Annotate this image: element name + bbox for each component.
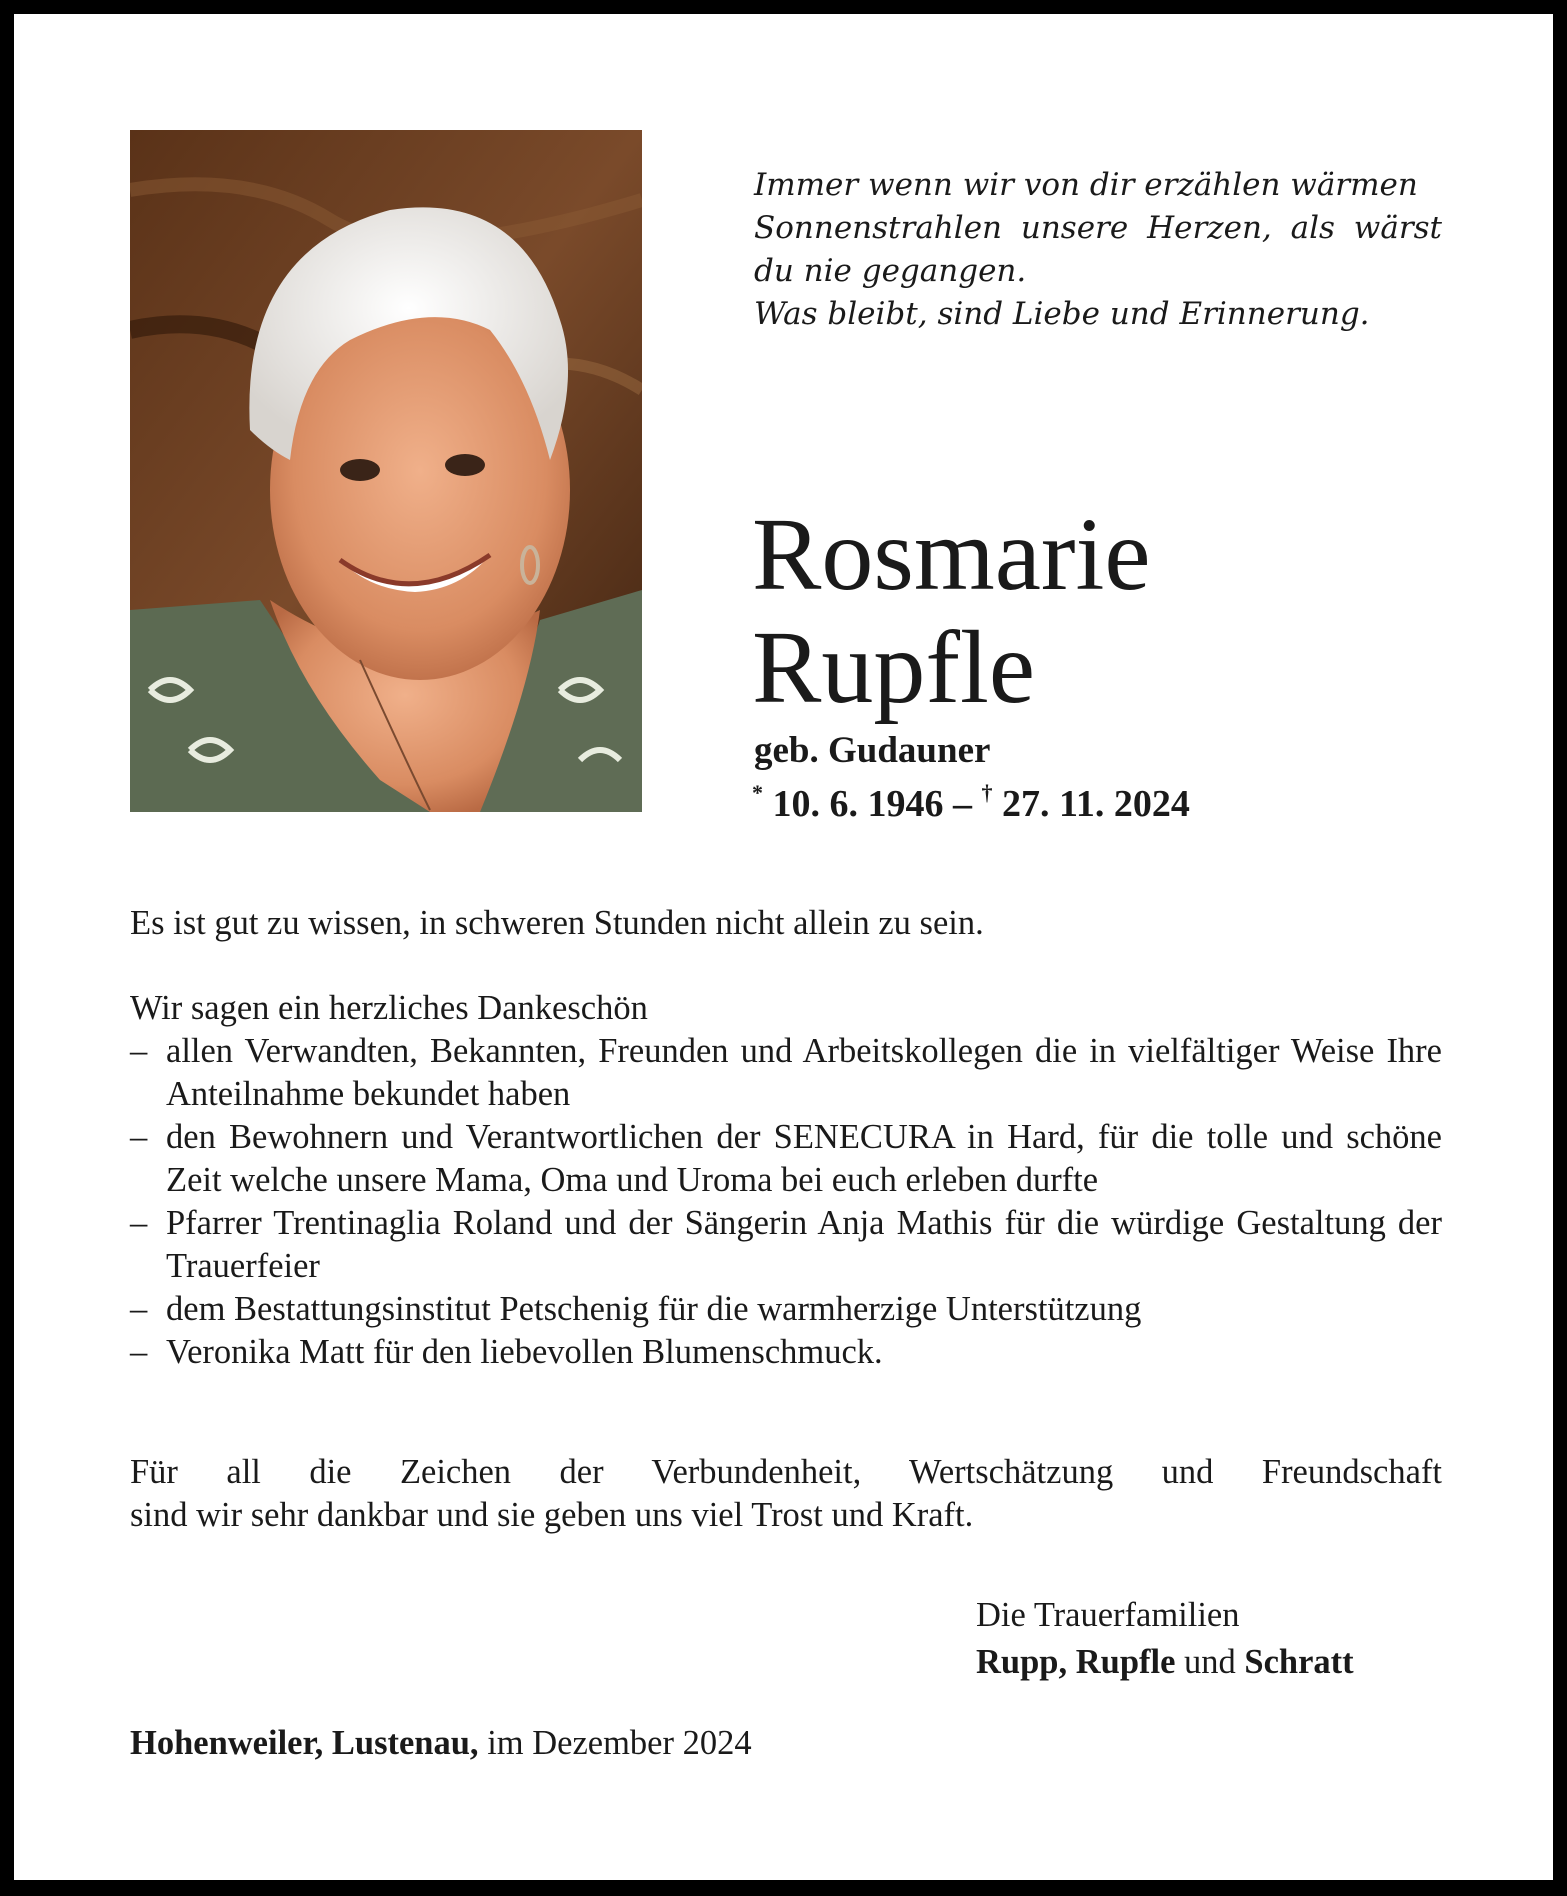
list-item	[130, 1030, 1442, 1116]
list-item-text: dem Bestattungsinstitut Petschenig für die warmherzige Unterstützung	[166, 1290, 1142, 1328]
thanks-heading: Wir sagen ein herzliches Dankeschön	[130, 989, 648, 1027]
life-dates	[752, 773, 1190, 824]
portrait-illustration	[130, 130, 642, 812]
birth-symbol: *	[752, 780, 763, 805]
closing-line: sind wir sehr dankbar und sie geben uns viel Trost und Kraft.	[130, 1496, 974, 1534]
death-date: 27. 11. 2024	[1002, 783, 1190, 825]
closing-line: Für all die Zeichen der Verbundenheit, Wertschätzung und Freundschaft	[130, 1453, 1442, 1491]
deceased-name	[752, 498, 1151, 724]
family-name-primary: Rupp, Rupfle	[976, 1643, 1176, 1681]
obituary-page	[14, 14, 1553, 1880]
verse-line: Was bleibt, sind Liebe und Erinnerung.	[754, 296, 1370, 332]
list-item	[130, 1202, 1442, 1288]
family-intro: Die Trauerfamilien	[976, 1596, 1240, 1634]
family-names	[976, 1641, 1354, 1684]
list-item	[130, 1331, 1442, 1374]
place-locations: Hohenweiler, Lustenau,	[130, 1724, 479, 1762]
list-dash: –	[130, 1118, 148, 1156]
place-date-text: im Dezember 2024	[478, 1724, 752, 1762]
list-item-text: den Bewohnern und Verantwortlichen der SENECURA in Hard, für die tolle und schöne Zeit welche unsere Mama, Oma und Uroma bei euch erleben durfte	[166, 1118, 1442, 1199]
list-item-text: allen Verwandten, Bekannten, Freunden und Arbeitskollegen die in vielfältiger Weise Ihre Anteilnahme bekundet haben	[166, 1032, 1442, 1113]
list-dash: –	[130, 1333, 148, 1371]
list-item-text: Pfarrer Trentinaglia Roland und der Sängerin Anja Mathis für die würdige Gestaltung der Trauerfeier	[166, 1204, 1442, 1285]
memorial-verse	[754, 164, 1442, 336]
list-dash: –	[130, 1032, 148, 1070]
verse-line: du nie gegangen.	[754, 253, 1027, 289]
birth-date: 10. 6. 1946	[772, 783, 944, 825]
verse-line: Immer wenn wir von dir erzählen wärmen	[754, 167, 1418, 203]
list-dash: –	[130, 1204, 148, 1242]
portrait-photo	[130, 130, 642, 812]
list-item-text: Veronika Matt für den liebevollen Blumenschmuck.	[166, 1333, 883, 1371]
list-item	[130, 1288, 1442, 1331]
verse-line: Sonnenstrahlen unsere Herzen, als wärst	[754, 210, 1442, 246]
intro-text: Es ist gut zu wissen, in schweren Stunden nicht allein zu sein.	[130, 904, 984, 942]
list-dash: –	[130, 1290, 148, 1328]
family-connector: und	[1175, 1643, 1245, 1681]
date-separator: –	[943, 783, 982, 825]
place-date	[130, 1722, 752, 1765]
thanks-list	[130, 1030, 1442, 1374]
family-name-secondary: Schratt	[1244, 1643, 1354, 1681]
death-symbol: †	[981, 780, 993, 805]
last-name: Rupfle	[752, 610, 1036, 725]
list-item	[130, 1116, 1442, 1202]
closing-text	[130, 1451, 1442, 1537]
birth-name: geb. Gudauner	[754, 730, 991, 771]
first-name: Rosmarie	[752, 497, 1151, 612]
